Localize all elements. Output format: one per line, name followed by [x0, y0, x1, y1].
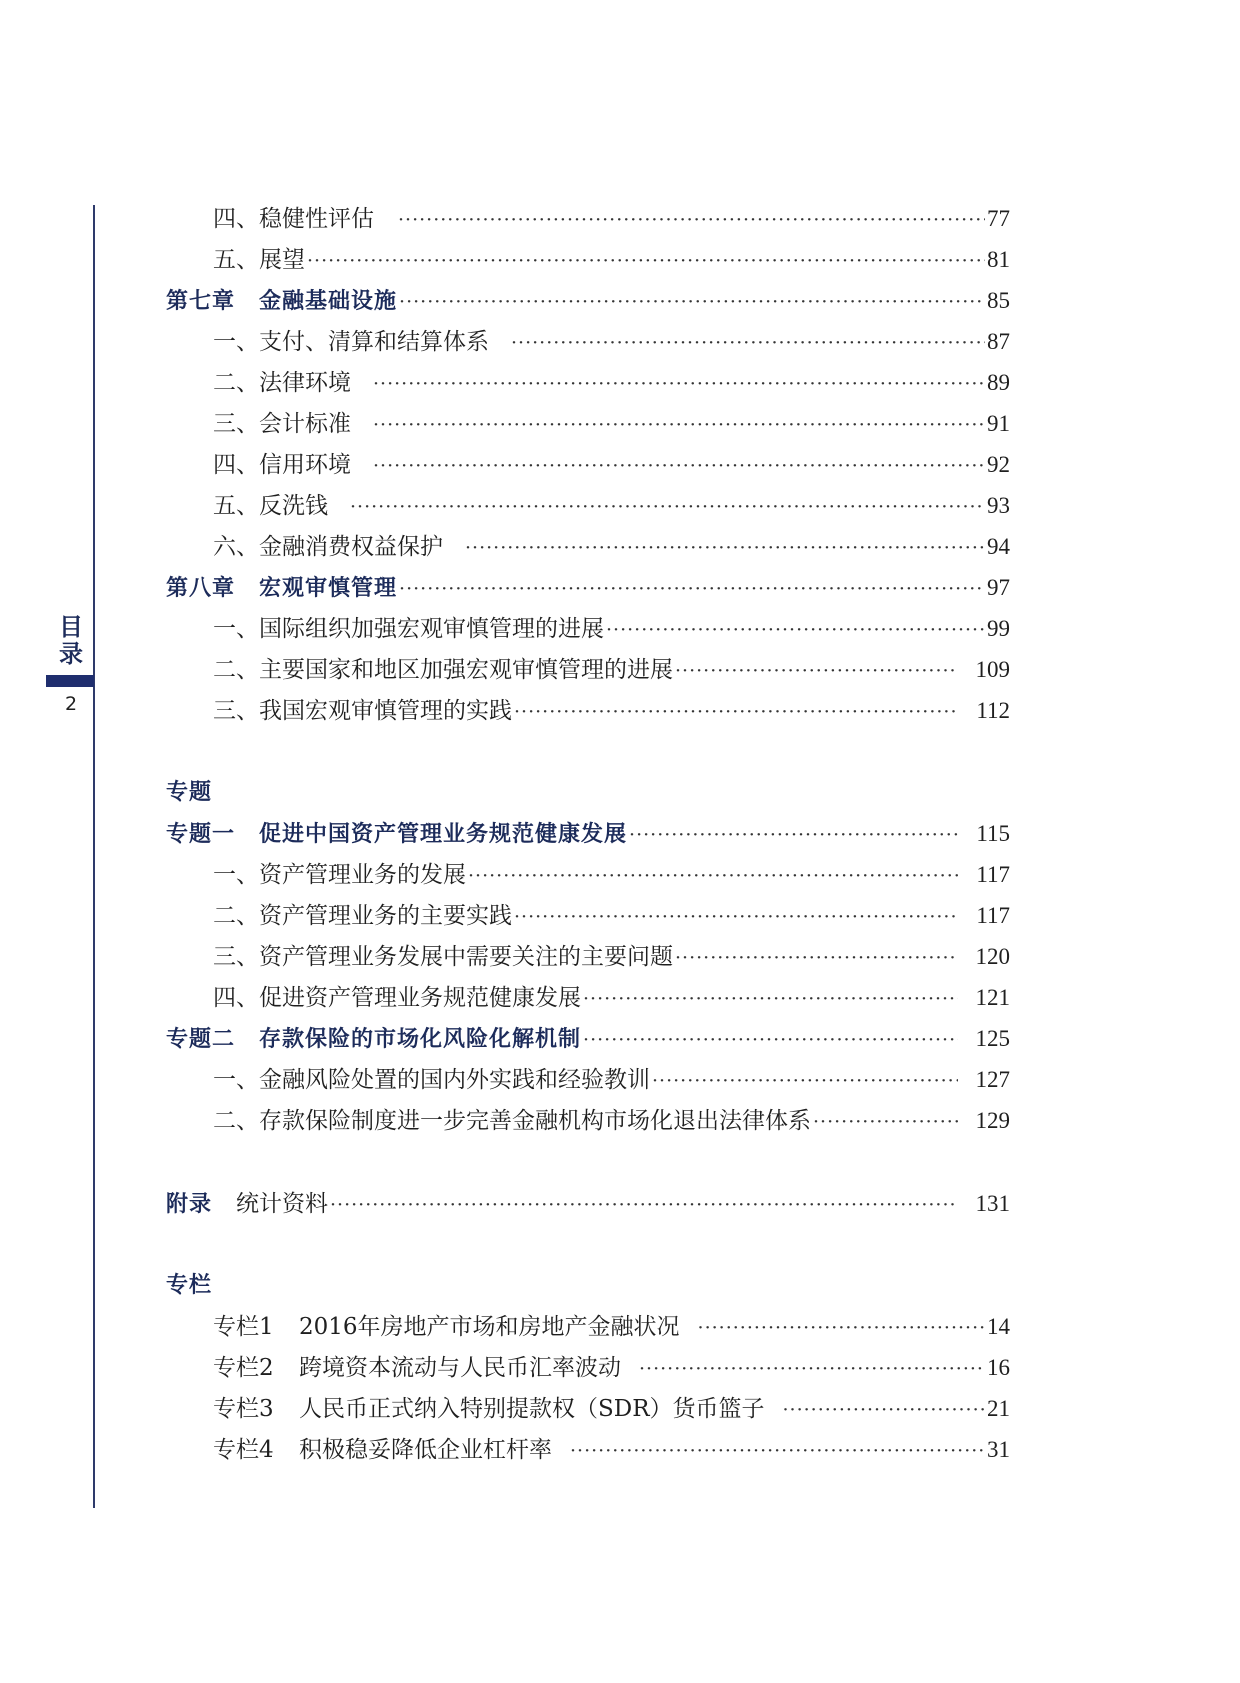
- toc-entry-page: 120: [975, 944, 1010, 969]
- appendix-name: 统计资料: [236, 1191, 329, 1217]
- toc-entry-page: 127: [975, 1067, 1010, 1092]
- leader-dots: [629, 819, 958, 851]
- toc-entry-page: 89: [987, 370, 1010, 395]
- toc-entry[interactable]: [213, 982, 1010, 1014]
- toc-column-entry[interactable]: [213, 1434, 1010, 1466]
- toc-entry-title: 一、国际组织加强宏观审慎管理的进展: [213, 616, 604, 642]
- toc-entry-page: 129: [975, 1108, 1010, 1133]
- toc-entry-title: 五、反洗钱: [213, 493, 328, 519]
- page-number: 2: [64, 693, 78, 715]
- topic-name: 存款保险的市场化风险化解机制: [259, 1027, 582, 1052]
- toc-topic[interactable]: [166, 818, 1010, 850]
- toc-chapter-title: [166, 573, 397, 605]
- leader-dots: [514, 901, 958, 933]
- toc-entry-page: 121: [975, 985, 1010, 1010]
- toc-entry[interactable]: [213, 531, 1010, 563]
- toc-entry-page: 87: [987, 329, 1010, 354]
- toc-column-entry[interactable]: [213, 1311, 1010, 1343]
- toc-entry-page: 16: [987, 1355, 1010, 1380]
- toc-topic-title: [166, 819, 627, 851]
- columns-heading: 专栏: [166, 1273, 213, 1298]
- leader-dots: [511, 327, 985, 359]
- toc-entry-title: [213, 1311, 680, 1343]
- toc-chapter-title: [166, 286, 397, 318]
- toc-entry-title: 二、资产管理业务的主要实践: [213, 903, 512, 929]
- topics-heading: 专题: [166, 780, 213, 805]
- toc-entry-page: 97: [987, 575, 1010, 600]
- column-label: 专栏3: [213, 1396, 274, 1422]
- toc-entry-title: 二、主要国家和地区加强宏观审慎管理的进展: [213, 657, 673, 683]
- chapter-label: 第八章: [166, 576, 236, 601]
- chapter-label: 第七章: [166, 289, 236, 314]
- toc-entry-page: 85: [987, 288, 1010, 313]
- side-rule: [93, 205, 95, 1508]
- toc-entry-page: 109: [975, 657, 1010, 682]
- toc-entry-title: 六、金融消费权益保护: [213, 534, 443, 560]
- toc-entry-title: 三、我国宏观审慎管理的实践: [213, 698, 512, 724]
- column-name: 2016年房地产市场和房地产金融状况: [299, 1314, 680, 1340]
- leader-dots: [639, 1353, 985, 1385]
- leader-dots: [675, 655, 958, 687]
- toc-entry-page: 117: [976, 903, 1010, 928]
- toc-entry-page: 92: [987, 452, 1010, 477]
- leader-dots: [373, 368, 985, 400]
- toc-entry-page: 81: [987, 247, 1010, 272]
- topic-label: 专题一: [166, 822, 236, 847]
- column-label: 专栏2: [213, 1355, 274, 1381]
- column-label: 专栏1: [213, 1314, 274, 1340]
- toc-entry-title: 四、促进资产管理业务规范健康发展: [213, 985, 581, 1011]
- column-name: 人民币正式纳入特别提款权（SDR）货币篮子: [299, 1396, 765, 1422]
- leader-dots: [373, 450, 985, 482]
- toc-entry[interactable]: [213, 326, 1010, 358]
- toc-chapter[interactable]: [166, 285, 1010, 317]
- toc-entry[interactable]: [213, 1105, 1010, 1137]
- toc-entry-title: 三、资产管理业务发展中需要关注的主要问题: [213, 944, 673, 970]
- toc-entry-page: 77: [987, 206, 1010, 231]
- column-name: 跨境资本流动与人民币汇率波动: [299, 1355, 621, 1381]
- toc-chapter[interactable]: [166, 572, 1010, 604]
- toc-topic-title: [166, 1024, 581, 1056]
- toc-entry[interactable]: [213, 449, 1010, 481]
- leader-dots: [468, 860, 958, 892]
- chapter-name: 宏观审慎管理: [259, 576, 398, 601]
- toc-entry-page: 99: [987, 616, 1010, 641]
- leader-dots: [399, 286, 985, 318]
- toc-entry-title: [213, 1352, 621, 1384]
- toc-entry-page: 94: [987, 534, 1010, 559]
- toc-column-entry[interactable]: [213, 1393, 1010, 1425]
- leader-dots: [583, 983, 958, 1015]
- toc-appendix[interactable]: [166, 1188, 1010, 1220]
- chapter-name: 金融基础设施: [259, 289, 398, 314]
- toc-entry-page: 14: [987, 1314, 1010, 1339]
- leader-dots: [698, 1312, 985, 1344]
- toc-entry-page: 31: [987, 1437, 1010, 1462]
- toc-entry[interactable]: [213, 203, 1010, 235]
- leader-dots: [652, 1065, 958, 1097]
- column-label: 专栏4: [213, 1437, 274, 1463]
- toc-entry[interactable]: [213, 367, 1010, 399]
- toc-entry-page: 115: [976, 821, 1010, 846]
- toc-entry-title: 二、存款保险制度进一步完善金融机构市场化退出法律体系: [213, 1108, 811, 1134]
- leader-dots: [813, 1106, 958, 1138]
- leader-dots: [606, 614, 985, 646]
- leader-dots: [675, 942, 958, 974]
- side-marker-bar: [46, 675, 94, 687]
- toc-entry[interactable]: [213, 408, 1010, 440]
- leader-dots: [373, 409, 985, 441]
- toc-entry-title: 三、会计标准: [213, 411, 351, 437]
- toc-entry-page: 91: [987, 411, 1010, 436]
- toc-column-entry[interactable]: [213, 1352, 1010, 1384]
- toc-entry-title: 五、展望: [213, 247, 305, 273]
- leader-dots: [399, 573, 985, 605]
- toc-entry[interactable]: [213, 941, 1010, 973]
- toc-entry-title: 一、金融风险处置的国内外实践和经验教训: [213, 1067, 650, 1093]
- toc-entry-page: 93: [987, 493, 1010, 518]
- leader-dots: [398, 204, 985, 236]
- leader-dots: [570, 1435, 985, 1467]
- toc-entry-title: 一、资产管理业务的发展: [213, 862, 466, 888]
- toc-entry-title: 四、信用环境: [213, 452, 351, 478]
- leader-dots: [783, 1394, 985, 1426]
- toc-entry-page: 125: [975, 1026, 1010, 1051]
- toc-entry-page: 117: [976, 862, 1010, 887]
- leader-dots: [330, 1189, 958, 1221]
- toc-topic[interactable]: [166, 1023, 1010, 1055]
- appendix-label: 附录: [166, 1192, 213, 1217]
- leader-dots: [307, 245, 985, 277]
- toc-entry-page: 131: [975, 1191, 1010, 1216]
- toc-entry[interactable]: [213, 654, 1010, 686]
- toc-entry[interactable]: [213, 1064, 1010, 1096]
- leader-dots: [514, 696, 958, 728]
- toc-entry-title: 一、支付、清算和结算体系: [213, 329, 489, 355]
- leader-dots: [583, 1024, 958, 1056]
- toc-entry[interactable]: [213, 490, 1010, 522]
- toc-entry-page: 112: [976, 698, 1010, 723]
- toc-entry-title: 二、法律环境: [213, 370, 351, 396]
- section-label: 目录: [59, 613, 83, 668]
- leader-dots: [350, 491, 985, 523]
- column-name: 积极稳妥降低企业杠杆率: [299, 1437, 552, 1463]
- toc-entry-title: [213, 1434, 552, 1466]
- topic-name: 促进中国资产管理业务规范健康发展: [259, 822, 628, 847]
- toc-entry-title: [213, 1393, 765, 1425]
- toc-entry[interactable]: [213, 859, 1010, 891]
- toc-entry-title: 四、稳健性评估: [213, 206, 374, 232]
- leader-dots: [465, 532, 985, 564]
- toc-entry-page: 21: [987, 1396, 1010, 1421]
- topic-label: 专题二: [166, 1027, 236, 1052]
- toc-entry[interactable]: [213, 900, 1010, 932]
- toc-entry[interactable]: [213, 244, 1010, 276]
- toc-entry[interactable]: [213, 613, 1010, 645]
- toc-entry[interactable]: [213, 695, 1010, 727]
- toc-appendix-title: [166, 1188, 328, 1221]
